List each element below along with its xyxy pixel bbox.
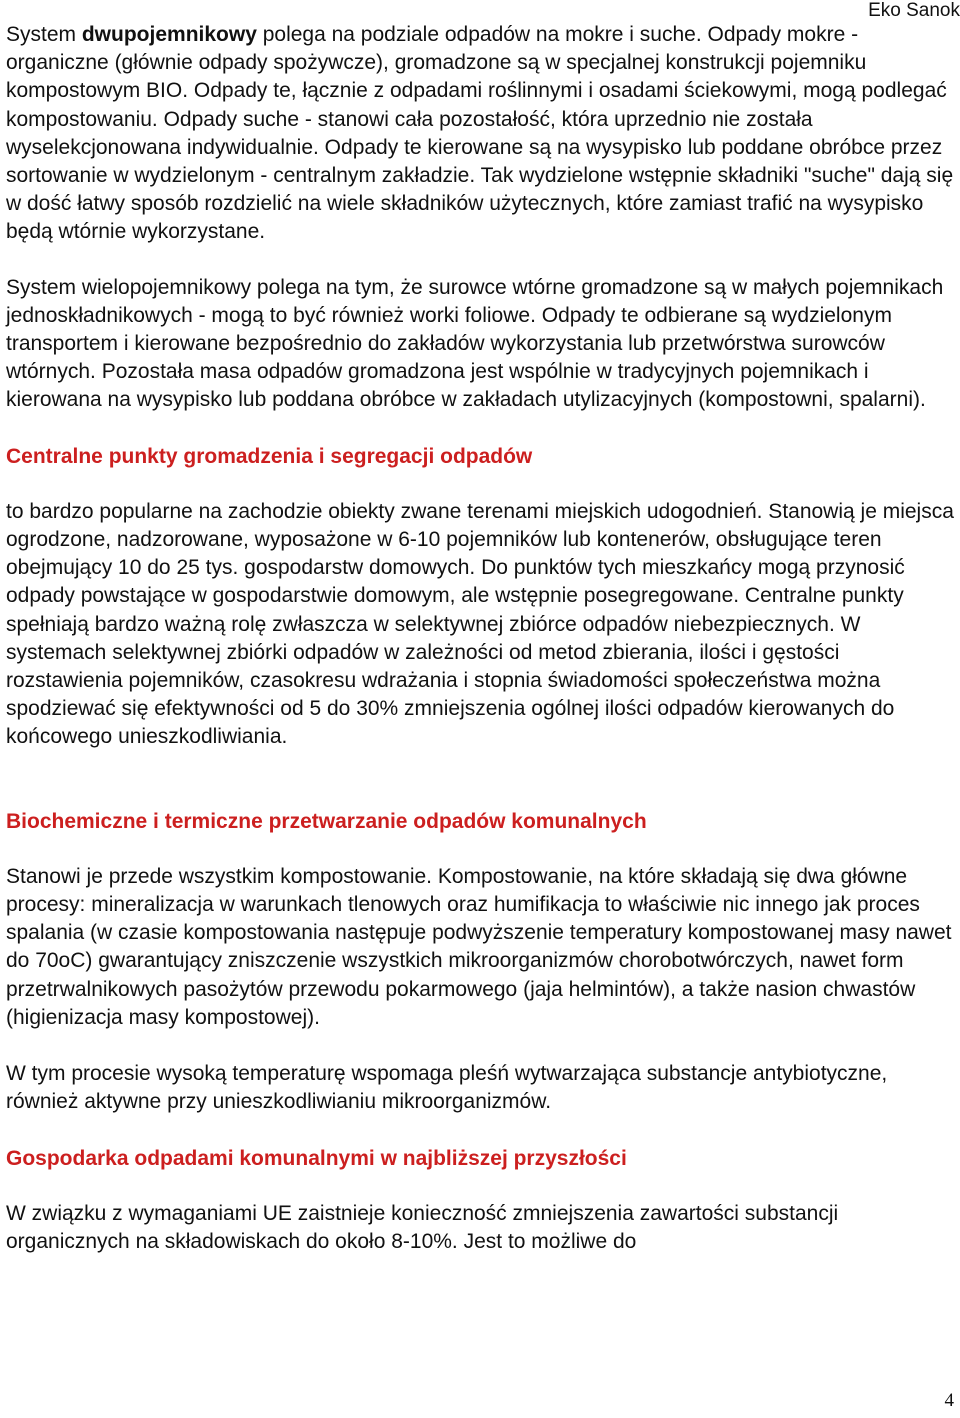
paragraph-composting: Stanowi je przede wszystkim kompostowanie. Kompostowanie, na które składają się dwa główne procesy: mineralizacja w warunkach tlenowych oraz humifikacja to właściwie nic innego jak proces spalania (w czasie kompostowania następuje podwyższenie temperatury kompostowanej masy nawet do 70oC) gwarantujący zniszczenie wszystkich mikroorganizmów chorobotwórczych, nawet form przetrwalnikowych pasożytów przewodu pokarmowego (jaja helmintów), a także nasion chwastów (higienizacja masy kompostowej).	[6, 864, 952, 1029]
emphasis-dwupojemnikowy: dwupojemnikowy	[81, 23, 257, 46]
section-heading-central-points: Centralne punkty gromadzenia i segregacji odpadów	[6, 444, 533, 468]
paragraph-text: System	[6, 23, 82, 46]
section-heading-future-management: Gospodarka odpadami komunalnymi w najbliższej przyszłości	[6, 1146, 627, 1170]
paragraph-text: Tak wydzielone wstępnie składniki "suche" dają się w dość łatwy sposób rozdzielić na wiele składników użytecznych, które zamiast trafić na wysypisko będą wtórnie wykorzystane.	[6, 164, 954, 244]
paragraph-dual-container-system	[6, 21, 956, 247]
section-heading-biochemical-processing: Biochemiczne i termiczne przetwarzanie odpadów komunalnych	[6, 809, 647, 833]
paragraph-central-points: to bardzo popularne na zachodzie obiekty zwane terenami miejskich udogodnień. Stanowią je miejsca ogrodzone, nadzorowane, wyposażone w 6-10 pojemników lub kontenerów, obsługujące teren obejmujący 10 do 25 tys. gospodarstw domowych. Do punktów tych mieszkańcy mogą przynosić odpady powstające w gospodarstwie domowym, ale wstępnie posegregowane. Centralne punkty spełniają bardzo ważną rolę zwłaszcza w selektywnej zbiórce odpadów niebezpiecznych. W systemach selektywnej zbiórki odpadów w zależności od metod zbierania, ilości i gęstości rozstawienia pojemników, czasokresu wdrażania i stopnia świadomości społeczeństwa można spodziewać się efektywności od 5 do 30% zmniejszenia ogólnej ilości odpadów kierowanych do końcowego unieszkodliwiania.	[6, 499, 954, 749]
running-header: Eko Sanok	[868, 0, 960, 21]
paragraph-text: polega na podziale odpadów na mokre i suche. Odpady mokre - organiczne (głównie odpady spożywcze), gromadzone są w specjalnej konstrukcji pojemniku kompostowym BIO. Odpady te, łącznie z odpadami roślinnymi i osadami ściekowymi, mogą podlegać kompostowaniu. Odpady suche - stanowi cała pozostałość, która uprzednio nie została wyselekcjonowana indywidualnie. Odpady te kierowane są na wysypisko lub poddane obróbce przez sortowanie w wydzielonym - centralnym zakładzie.	[6, 23, 947, 188]
document-body	[6, 21, 956, 1256]
page-number: 4	[944, 1390, 954, 1411]
paragraph-eu-requirements: W związku z wymaganiami UE zaistnieje konieczność zmniejszenia zawartości substancji organicznych na składowiskach do około 8-10%. Jest to możliwe do	[6, 1201, 839, 1253]
paragraph-multi-container-system: System wielopojemnikowy polega na tym, że surowce wtórne gromadzone są w małych pojemnikach jednoskładnikowych - mogą to być również worki foliowe. Odpady te odbierane są wydzielonym transportem i kierowane bezpośrednio do zakładów wykorzystania lub przetwórstwa surowców wtórnych. Pozostała masa odpadów gromadzona jest wspólnie w tradycyjnych pojemnikach i kierowana na wysypisko lub poddana obróbce w zakładach utylizacyjnych (kompostowni, spalarni).	[6, 275, 944, 412]
paragraph-high-temperature: W tym procesie wysoką temperaturę wspomaga pleśń wytwarzająca substancje antybiotyczne, również aktywne przy unieszkodliwianiu mikroorganizmów.	[6, 1062, 888, 1114]
